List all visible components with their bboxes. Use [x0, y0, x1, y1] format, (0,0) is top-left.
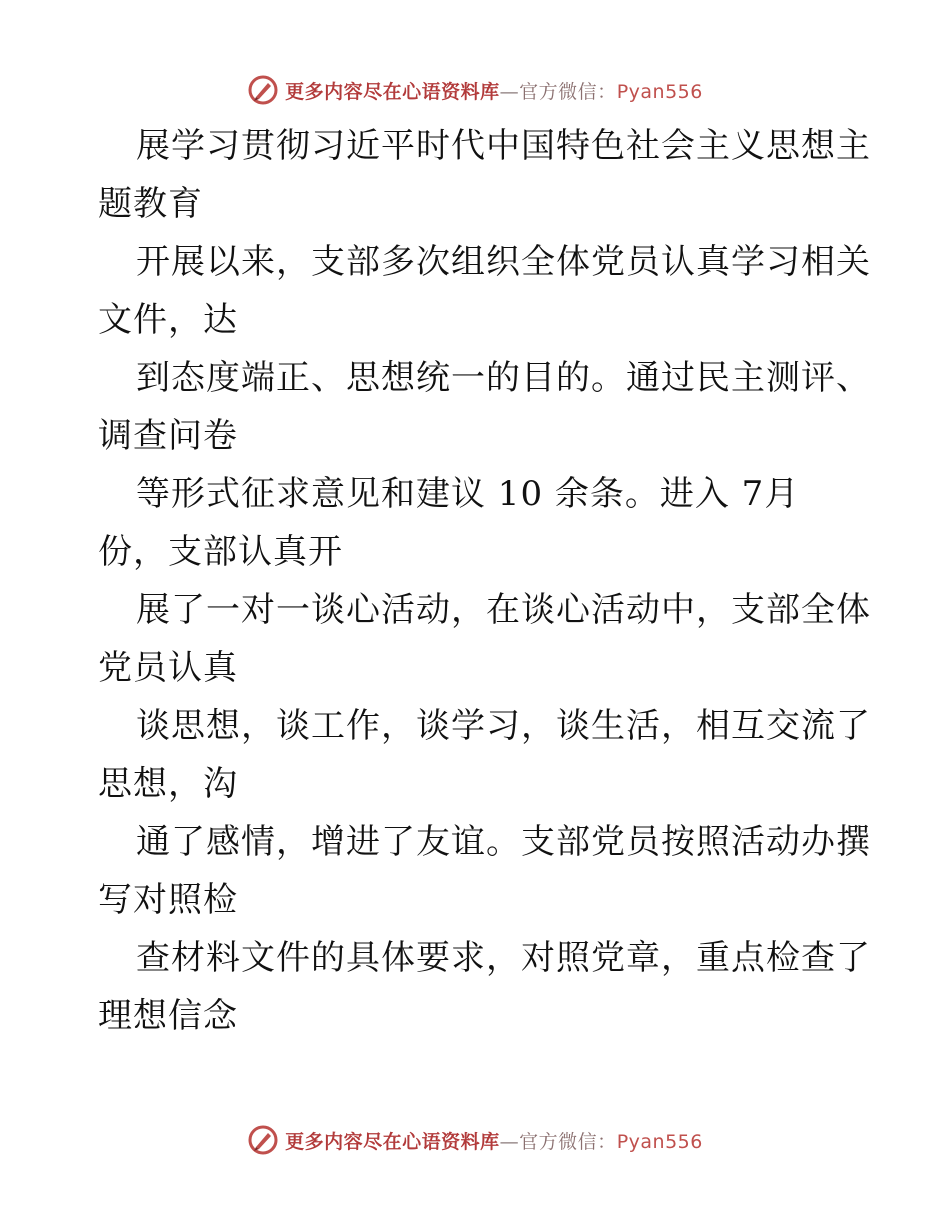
body-line: 开展以来，支部多次组织全体党员认真学习相关: [136, 242, 871, 282]
body-line: 份，支部认真开: [98, 532, 343, 572]
body-line: 文件，达: [98, 300, 238, 340]
header-banner: [0, 70, 950, 110]
banner-wechat-id: Pyan556: [616, 80, 703, 103]
body-line: 调查问卷: [98, 416, 238, 456]
body-line: 查材料文件的具体要求，对照党章，重点检查了: [136, 938, 871, 978]
banner-dash: —: [499, 1130, 520, 1153]
body-line: 到态度端正、思想统一的目的。通过民主测评、: [136, 358, 871, 398]
body-line: 思想，沟: [98, 764, 238, 804]
banner-dash: —: [499, 80, 520, 103]
body-line: 展学习贯彻习近平时代中国特色社会主义思想主: [136, 126, 871, 166]
banner-main-text: 更多内容尽在心语资料库: [285, 80, 500, 103]
banner-wechat-id: Pyan556: [616, 1130, 703, 1153]
body-line: 通了感情，增进了友谊。支部党员按照活动办撰: [136, 822, 871, 862]
banner-text: [285, 77, 703, 104]
body-line: 理想信念: [98, 996, 238, 1036]
body-line: 等形式征求意见和建议 10 余条。进入 7月: [136, 474, 800, 514]
pen-logo-icon: [247, 1124, 279, 1156]
body-line: 展了一对一谈心活动，在谈心活动中，支部全体: [136, 590, 871, 630]
banner-text: [285, 1127, 703, 1154]
body-line: 题教育: [98, 184, 203, 224]
pen-logo-icon: [247, 74, 279, 106]
body-line: 谈思想，谈工作，谈学习，谈生活，相互交流了: [136, 706, 871, 746]
document-body: [98, 117, 871, 1045]
banner-main-text: 更多内容尽在心语资料库: [285, 1130, 500, 1153]
body-line: 写对照检: [98, 880, 238, 920]
banner-wechat-label: 官方微信：: [519, 1130, 617, 1153]
banner-wechat-label: 官方微信：: [519, 80, 617, 103]
body-line: 党员认真: [98, 648, 238, 688]
footer-banner: [0, 1120, 950, 1160]
